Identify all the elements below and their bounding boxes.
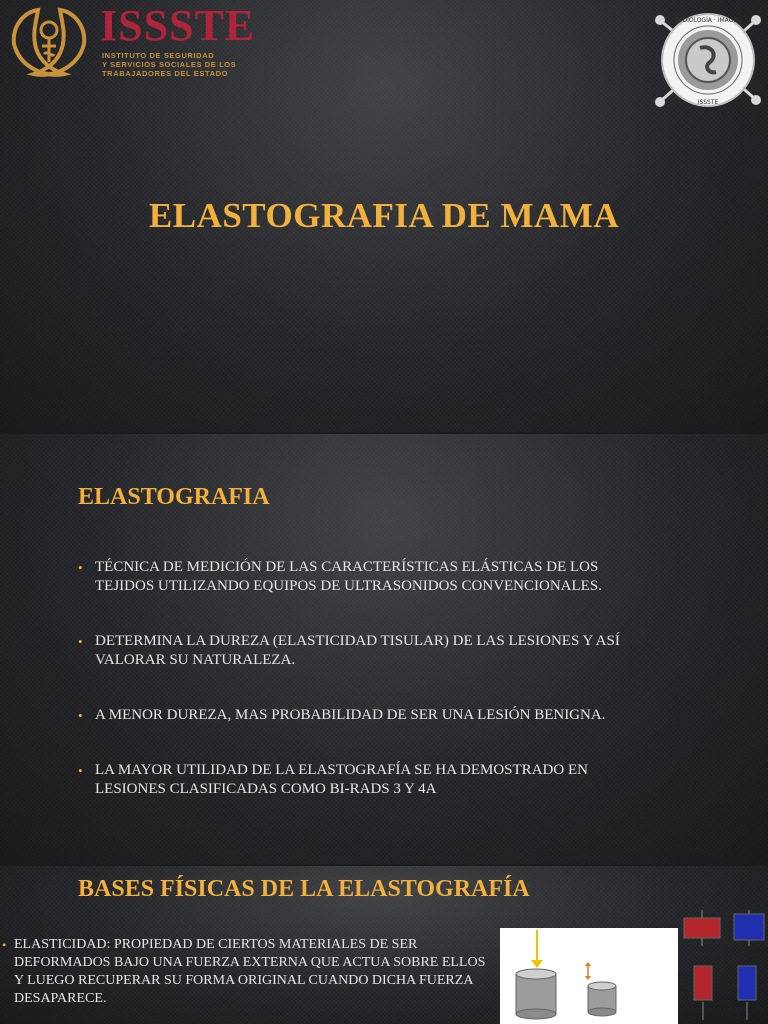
bullet-dot: • (78, 708, 83, 723)
slide-title: ELASTOGRAFIA (78, 484, 270, 510)
bullet-dot: • (78, 763, 83, 778)
list-item: • TÉCNICA DE MEDICIÓN DE LAS CARACTERÍSTICAS ELÁSTICAS DE LOS TEJIDOS UTILIZANDO EQUIPOS DE ULTRASONIDOS CONVENCIONALES. (78, 559, 602, 594)
slide-title: BASES FÍSICAS DE LA ELASTOGRAFÍA (78, 876, 530, 902)
bases-fisicas-slide (0, 866, 768, 1024)
list-item: • LA MAYOR UTILIDAD DE LA ELASTOGRAFÍA SE HA DEMOSTRADO EN LESIONES CLASIFICADAS COMO BI-RADS 3 Y 4A (78, 762, 588, 797)
issste-subtitle: INSTITUTO DE SEGURIDAD Y SERVICIOS SOCIALES DE LOS TRABAJADORES DEL ESTADO (102, 51, 237, 78)
issste-logo (6, 1, 256, 82)
title-slide (0, 0, 768, 432)
tissue-stiffness-blocks-icon (680, 910, 768, 1024)
radiology-department-seal-icon (648, 0, 768, 120)
elasticity-definition: • ELASTICIDAD: PROPIEDAD DE CIERTOS MATERIALES DE SER DEFORMADOS BAJO UNA FUERZA EXTERNA QUE ACTUA SOBRE ELLOS Y LUEGO RECUPERAR SU FORMA ORIGINAL CUANDO DICHA FUERZA DESAPARECE. (2, 937, 486, 1006)
compression-cylinders-diagram-icon (500, 928, 678, 1024)
bullet-dot: • (78, 634, 83, 649)
svg-text:ISSSTE: ISSSTE (697, 99, 719, 106)
issste-emblem-icon (6, 4, 92, 82)
bullet-dot: • (78, 560, 83, 575)
bullet-dot: • (2, 938, 7, 952)
list-item: • A MENOR DUREZA, MAS PROBABILIDAD DE SER UNA LESIÓN BENIGNA. (78, 707, 606, 723)
bullet-list (78, 558, 678, 835)
list-item: • DETERMINA LA DUREZA (ELASTICIDAD TISULAR) DE LAS LESIONES Y ASÍ VALORAR SU NATURALEZA. (78, 633, 620, 668)
elastografia-slide (0, 434, 768, 864)
presentation-title: ELASTOGRAFIA DE MAMA (148, 196, 620, 235)
svg-text:RADIOLOGÍA · IMAGEN: RADIOLOGÍA · IMAGEN (674, 17, 742, 24)
compression-figure (500, 928, 678, 1024)
issste-wordmark: ISSSTE (100, 1, 256, 50)
